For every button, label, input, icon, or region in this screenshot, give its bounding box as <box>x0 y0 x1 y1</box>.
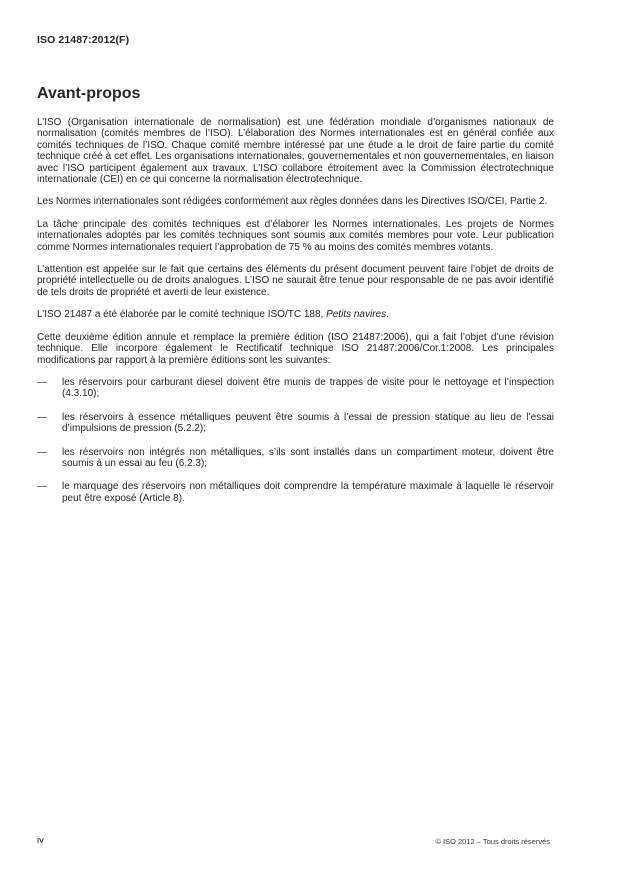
foreword-paragraph-directives: Les Normes internationales sont rédigées conformément aux règles données dans les Directives ISO/CEI, Partie 2. <box>37 196 548 208</box>
elaboration-text: L’ISO 21487 a été élaborée par le comité technique ISO/TC 188, <box>37 309 327 321</box>
page-number: iv <box>37 835 44 846</box>
foreword-paragraph-edition-note: Cette deuxième édition annule et remplace la première édition (ISO 21487:2006), qui a fait l’objet d’une révision technique. Elle incorpore également le Rectificatif technique ISO 21487:2006/Cor.1:2008. Les principales modifications par rapport à la première éditions sont les suivantes: <box>37 331 554 366</box>
document-reference: ISO 21487:2012(F) <box>37 34 130 46</box>
dash-marker: — <box>37 376 47 388</box>
dash-marker: — <box>37 481 47 493</box>
foreword-paragraph-elaboration <box>37 309 554 320</box>
modification-list-item <box>37 377 554 400</box>
modification-item-text: les réservoirs à essence métalliques peuvent être soumis à l’essai de pression statique au lieu de l’essai d’impulsions de pression (5.2.2); <box>62 411 554 435</box>
committee-name-italic: Petits navires <box>326 309 387 321</box>
modification-item-text: les réservoirs pour carburant diesel doivent être munis de trappes de visite pour le nettoyage et l’inspection (4.3.10); <box>62 376 554 400</box>
copyright-notice: © ISO 2012 – Tous droits réservés <box>435 837 550 846</box>
modification-list-item <box>37 447 554 470</box>
foreword-paragraph-patent-rights: L’attention est appelée sur le fait que certains des éléments du présent document peuvent faire l’objet de droits de propriété intellectuelle ou de droits analogues. L’ISO ne saurait être tenue pour responsable de ne pas avoir identifié de tels droits de propriété et averti de leur existence. <box>37 264 554 298</box>
dash-marker: — <box>37 446 47 458</box>
section-title: Avant-propos <box>37 85 141 102</box>
modification-item-text: les réservoirs non intégrés non métalliques, s’ils sont installés dans un compartiment moteur, doivent être soumis à un essai au feu (6.2.3); <box>62 446 554 469</box>
modification-list-item <box>37 412 554 435</box>
modification-list-item <box>37 481 554 504</box>
foreword-paragraph-iso-intro: L’ISO (Organisation internationale de normalisation) est une fédération mondiale d’organismes nationaux de normalisation (comités membres de l’ISO). L’élaboration des Normes internationales est en général confiée aux comités techniques de l’ISO. Chaque comité membre intéressé par une étude a le droit de faire partie du comité technique créé à cet effet. Les organisations internationales, gouvernementales et non gouvernementales, en liaison avec l’ISO participent également aux travaux. L’ISO collabore étroitement avec la Commission électrotechnique internationale (CEI) en ce qui concerne la normalisation électrotechnique. <box>37 117 554 186</box>
foreword-paragraph-committees: La tâche principale des comités techniques est d’élaborer les Normes internationales. Les projets de Normes internationales adoptés par les comités techniques sont soumis aux comités membres pour vote. Leur publication comme Normes internationales requiert l’approbation de 75 % au moins des comités membres votants. <box>37 218 554 253</box>
elaboration-text-end: . <box>386 309 389 321</box>
page-content <box>37 34 554 516</box>
dash-marker: — <box>37 411 47 423</box>
modification-item-text: le marquage des réservoirs non métalliques doit comprendre la température maximale à laquelle le réservoir peut être exposé (Article 8). <box>62 481 554 504</box>
